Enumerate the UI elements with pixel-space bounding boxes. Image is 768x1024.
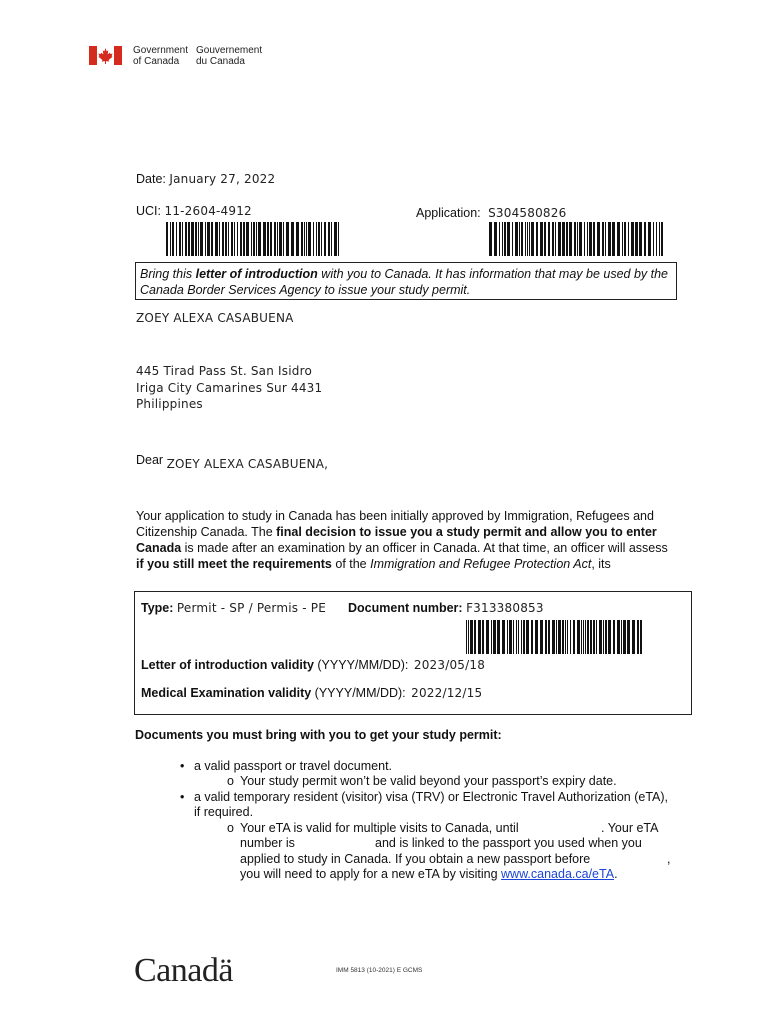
bullet2-line1: a valid temporary resident (visitor) visa (TRV) or Electronic Travel Authorization (eTA), xyxy=(194,790,668,804)
salutation-name: ZOEY ALEXA CASABUENA, xyxy=(166,457,329,471)
body-line4-italic: Immigration and Refugee Protection Act xyxy=(370,557,592,571)
sub2-line3-a: applied to study in Canada. If you obtain a new passport before xyxy=(240,852,591,866)
body-line1: Your application to study in Canada has been initially approved by Immigration, Refugees and xyxy=(136,509,654,523)
application-barcode xyxy=(489,222,663,256)
gouvernement-du-canada-fr xyxy=(196,45,262,67)
medical-label: Medical Examination validity xyxy=(141,686,312,700)
address-line1: 445 Tirad Pass St. San Isidro xyxy=(136,364,312,378)
loi-value: 2023/05/18 xyxy=(413,658,486,672)
address-line2: Iriga City Camarines Sur 4431 xyxy=(136,380,323,395)
government-of-canada-en xyxy=(133,45,188,67)
bullet1-text: a valid passport or travel document. xyxy=(194,759,393,773)
date-label: Date: xyxy=(136,172,166,186)
loi-format: (YYYY/MM/DD): xyxy=(313,658,409,672)
sub2-line4-a: you will need to apply for a new eTA by visiting xyxy=(240,867,502,881)
eta-link[interactable]: www.canada.ca/eTA xyxy=(501,867,615,881)
documents-heading: Documents you must bring with you to get your study permit: xyxy=(135,728,502,742)
body-line2 xyxy=(136,524,676,540)
sub-bullet-icon: o xyxy=(227,821,234,835)
approval-paragraph xyxy=(136,508,676,572)
type-value: Permit - SP / Permis - PE xyxy=(176,601,326,615)
notice-bold: letter of introduction xyxy=(195,267,318,281)
form-identifier: IMM 5813 (10-2021) E GCMS xyxy=(336,967,423,974)
loi-validity xyxy=(141,658,485,672)
recipient-name: ZOEY ALEXA CASABUENA xyxy=(136,311,294,325)
sub1-text: Your study permit won’t be valid beyond your passport’s expiry date. xyxy=(240,774,617,788)
uci-barcode xyxy=(166,222,340,256)
uci-label: UCI: xyxy=(136,204,161,218)
sub2-line1-a: Your eTA is valid for multiple visits to Canada, until xyxy=(240,821,519,835)
application-line xyxy=(416,206,566,220)
sub2-line4-b: . xyxy=(614,867,618,881)
body-line3-bold: Canada xyxy=(136,541,182,555)
document-number-label: Document number: xyxy=(348,601,463,615)
recipient-address xyxy=(136,363,322,413)
application-label: Application: xyxy=(416,206,481,220)
sub2-line2-a: number is xyxy=(240,836,295,850)
salutation xyxy=(136,453,329,471)
body-line3-text: is made after an examination by an officer in Canada. At that time, an officer will assess xyxy=(181,541,668,555)
date-value: January 27, 2022 xyxy=(169,172,276,186)
medical-format: (YYYY/MM/DD): xyxy=(311,686,406,700)
document-number xyxy=(348,601,544,615)
letter-of-introduction-notice xyxy=(135,262,677,300)
medical-value: 2022/12/15 xyxy=(411,686,483,700)
sub2-line2-b: and is linked to the passport you used when you xyxy=(375,836,642,850)
body-line3 xyxy=(136,540,676,556)
bullet2-line2: if required. xyxy=(194,805,254,819)
loi-label: Letter of introduction validity xyxy=(141,658,314,672)
uci-value: 11-2604-4912 xyxy=(164,204,252,218)
body-line2-text: Citizenship Canada. The xyxy=(136,525,277,539)
body-line4-bold: if you still meet the requirements xyxy=(136,557,332,571)
gov-en-line1: Government xyxy=(133,45,189,56)
uci-line xyxy=(136,204,252,218)
body-line4 xyxy=(136,556,676,572)
notice-line2: Canada Border Services Agency to issue your study permit. xyxy=(140,283,471,297)
gov-fr-line1: Gouvernement xyxy=(196,45,263,56)
permit-type xyxy=(141,601,326,615)
canada-wordmark: Canadä xyxy=(134,952,233,989)
gov-fr-line2: du Canada xyxy=(196,56,245,67)
bullet-icon: • xyxy=(180,790,185,804)
body-line2-bold: final decision to issue you a study permit and allow you to enter xyxy=(276,525,657,539)
canada-flag-icon xyxy=(89,46,122,65)
document-number-value: F313380853 xyxy=(466,601,544,615)
address-line3: Philippines xyxy=(136,397,203,411)
date-line xyxy=(136,172,275,186)
salutation-label: Dear xyxy=(136,453,164,467)
application-value: S304580826 xyxy=(488,206,567,220)
document-barcode xyxy=(466,620,642,654)
bullet-icon: • xyxy=(180,759,185,773)
body-line4-end: , its xyxy=(591,557,611,571)
sub2-line4 xyxy=(240,866,618,882)
notice-part1: Bring this xyxy=(140,267,196,281)
medical-validity xyxy=(141,686,482,700)
notice-part2: with you to Canada. It has information that may be used by the xyxy=(317,267,669,281)
body-line4-text: of the xyxy=(331,557,371,571)
gov-en-line2: of Canada xyxy=(133,56,180,67)
type-label: Type: xyxy=(141,601,174,615)
sub2-line1-b: . Your eTA xyxy=(601,821,659,835)
sub2-line3-b: , xyxy=(667,852,671,866)
sub-bullet-icon: o xyxy=(227,774,234,788)
